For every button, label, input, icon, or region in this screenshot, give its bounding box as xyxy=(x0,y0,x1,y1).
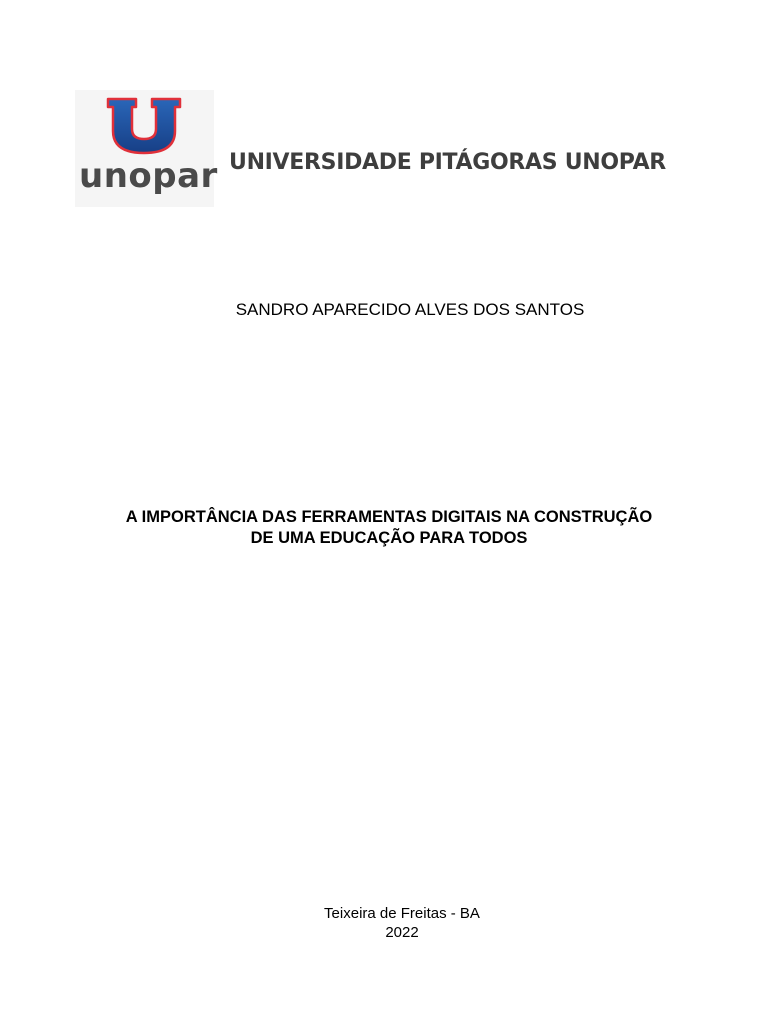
unopar-logo xyxy=(75,90,218,207)
title-line-1: A IMPORTÂNCIA DAS FERRAMENTAS DIGITAIS NA CONSTRUÇÃO xyxy=(125,508,653,526)
unopar-u-logo-icon xyxy=(105,96,183,156)
footer-city: Teixeira de Freitas - BA xyxy=(324,905,480,922)
footer-year: 2022 xyxy=(385,924,419,941)
document-title xyxy=(0,507,768,549)
title-line-2: DE UMA EDUCAÇÃO PARA TODOS xyxy=(250,529,528,547)
footer-block xyxy=(0,904,768,942)
logo-wordmark: unopar xyxy=(79,156,218,196)
university-name: UNIVERSIDADE PITÁGORAS UNOPAR xyxy=(229,150,666,175)
author-name: SANDRO APARECIDO ALVES DOS SANTOS xyxy=(235,300,585,319)
